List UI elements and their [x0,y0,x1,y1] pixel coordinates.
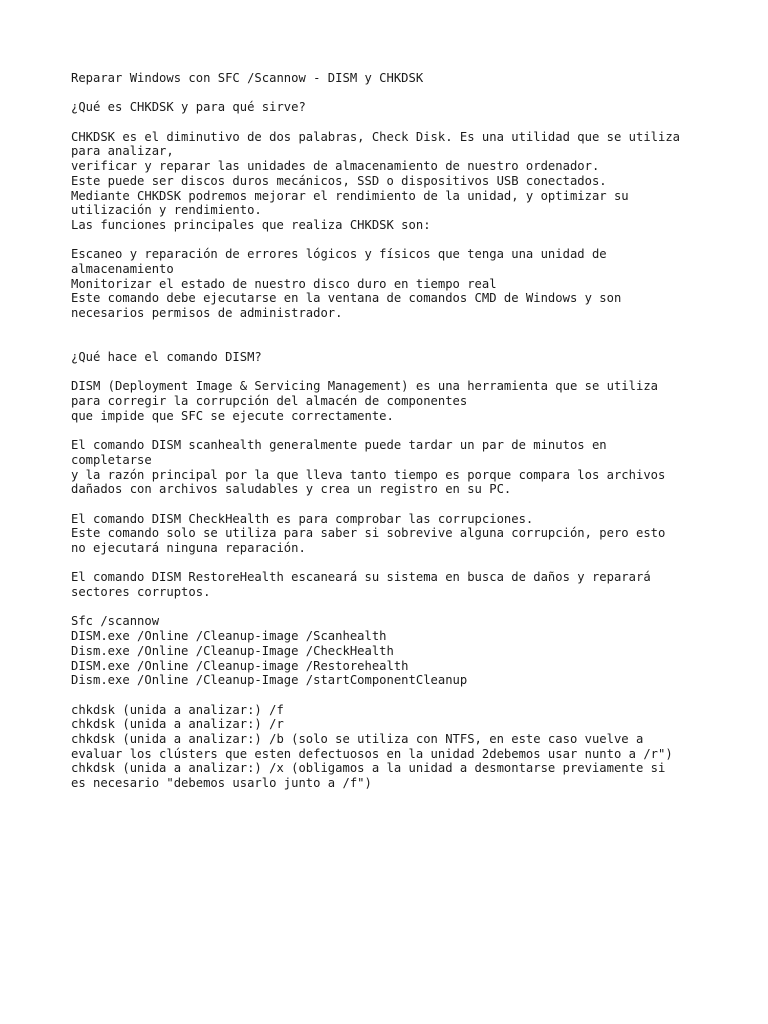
text-line: Dism.exe /Online /Cleanup-Image /startComponentCleanup [71,673,468,688]
text-line: completarse [71,452,152,467]
text-line: El comando DISM scanhealth generalmente puede tardar un par de minutos en [71,438,607,453]
text-line [71,556,711,571]
text-line: Dism.exe /Online /Cleanup-Image /CheckHealth [71,643,394,658]
text-line [71,600,711,615]
text-line: chkdsk (unida a analizar:) /b (solo se utiliza con NTFS, en este caso vuelve a [71,731,644,746]
text-line: Reparar Windows con SFC /Scannow - DISM y CHKDSK [71,71,424,85]
text-line: necesarios permisos de administrador. [71,306,343,320]
text-line: chkdsk (unida a analizar:) /x (obligamos a la unidad a desmontarse previamente si [71,761,666,776]
text-line [71,335,711,350]
text-line: y la razón principal por la que lleva tanto tiempo es porque compara los archivos [71,467,666,482]
text-line: chkdsk (unida a analizar:) /f [71,702,284,717]
text-line: chkdsk (unida a analizar:) /r [71,717,284,732]
text-line: Las funciones principales que realiza CHKDSK son: [71,217,431,232]
text-line [71,86,711,101]
text-line: sectores corruptos. [71,585,211,600]
text-line: Mediante CHKDSK podremos mejorar el rendimiento de la unidad, y optimizar su [71,188,629,203]
text-line: utilización y rendimiento. [71,203,262,218]
text-line: El comando DISM RestoreHealth escaneará su sistema en busca de daños y reparará [71,570,651,585]
text-line: dañados con archivos saludables y crea un registro en su PC. [71,482,512,497]
text-line [71,424,711,439]
text-line: Escaneo y reparación de errores lógicos y físicos que tenga una unidad de [71,247,607,262]
text-line: verificar y reparar las unidades de almacenamiento de nuestro ordenador. [71,159,600,174]
text-line: Este comando debe ejecutarse en la ventana de comandos CMD de Windows y son [71,291,622,306]
text-line: Este comando solo se utiliza para saber si sobrevive alguna corrupción, pero esto [71,526,666,541]
text-line: DISM.exe /Online /Cleanup-image /Scanhealth [71,629,387,644]
text-line: Este puede ser discos duros mecánicos, SSD o dispositivos USB conectados. [71,173,607,188]
text-line: para corregir la corrupción del almacén de componentes [71,394,468,409]
text-line: que impide que SFC se ejecute correctamente. [71,408,394,423]
text-line: ¿Qué es CHKDSK y para qué sirve? [71,100,306,115]
text-line [71,688,711,703]
text-line: DISM.exe /Online /Cleanup-image /Restorehealth [71,658,409,673]
text-line: El comando DISM CheckHealth es para comprobar las corrupciones. [71,511,534,526]
text-line [71,321,711,336]
text-line: ¿Qué hace el comando DISM? [71,350,262,365]
text-line [71,115,711,130]
text-line: para analizar, [71,144,174,159]
text-line: CHKDSK es el diminutivo de dos palabras, Check Disk. Es una utilidad que se utiliza [71,129,681,144]
text-line: almacenamiento [71,261,174,276]
text-line: Monitorizar el estado de nuestro disco duro en tiempo real [71,276,497,291]
text-line: no ejecutará ninguna reparación. [71,541,306,555]
text-line [71,233,711,248]
text-line [71,497,711,512]
text-line [71,365,711,380]
text-line: es necesario "debemos usarlo junto a /f") [71,776,372,790]
text-line: DISM (Deployment Image & Servicing Management) es una herramienta que se utiliza [71,379,658,394]
text-line: evaluar los clústers que esten defectuosos en la unidad 2debemos usar nunto a /r") [71,746,673,761]
text-line: Sfc /scannow [71,614,160,629]
document-page [71,71,711,791]
